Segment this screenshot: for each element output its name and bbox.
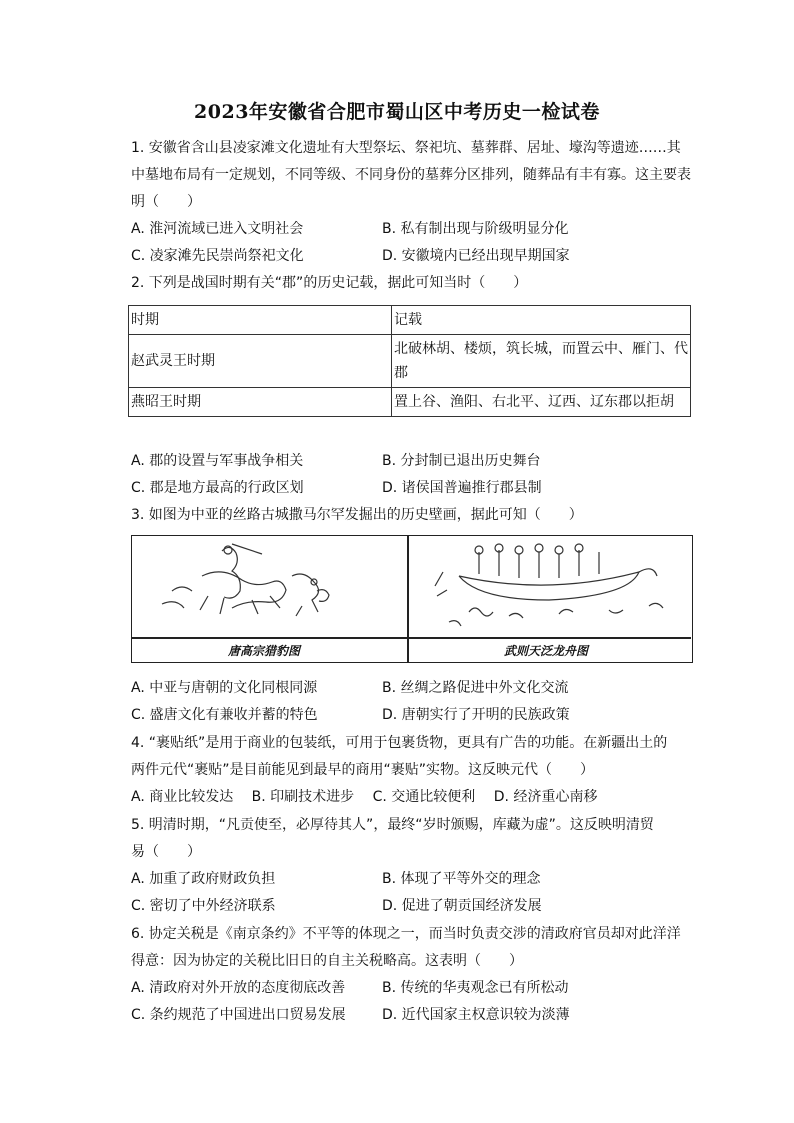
q5-option-c: C. 密切了中外经济联系: [131, 898, 276, 914]
q1-stem-line-3: 明（ ）: [131, 194, 201, 210]
table-cell: 赵武灵王时期: [129, 335, 392, 388]
q6-option-d: D. 近代国家主权意识较为淡薄: [382, 1007, 570, 1023]
table-header-cell: 记载: [392, 306, 691, 335]
q6-stem-line-2: 得意：因为协定的关税比旧日的自主关税略高。这表明（ ）: [131, 953, 523, 969]
q2-option-a: A. 郡的设置与军事战争相关: [131, 453, 304, 469]
q3-option-a: A. 中亚与唐朝的文化同根同源: [131, 680, 318, 696]
table-row: [129, 388, 691, 417]
table-cell: 置上谷、渔阳、右北平、辽西、辽东郡以拒胡: [392, 388, 691, 417]
q1-stem-line-2: 中墓地布局有一定规划，不同等级、不同身份的墓葬分区排列，随葬品有丰有寡。这主要表: [131, 167, 691, 183]
mural-caption-left: 唐高宗猎豹图: [228, 644, 301, 658]
q5-option-a: A. 加重了政府财政负担: [131, 871, 276, 887]
q6-option-b: B. 传统的华夷观念已有所松动: [382, 980, 569, 996]
q6-stem-line-1: 6. 协定关税是《南京条约》不平等的体现之一，而当时负责交涉的清政府官员却对此洋洋: [131, 926, 681, 942]
mural-figure: [131, 535, 693, 663]
q1-option-a: A. 淮河流域已进入文明社会: [131, 221, 304, 237]
q5-option-d: D. 促进了朝贡国经济发展: [382, 898, 542, 914]
page-title: 2023年安徽省合肥市蜀山区中考历史一检试卷: [194, 101, 600, 123]
table-header-cell: 时期: [129, 306, 392, 335]
table-header-row: [129, 306, 691, 335]
q1-option-c: C. 凌家滩先民崇尚祭祀文化: [131, 248, 304, 264]
q3-option-d: D. 唐朝实行了开明的民族政策: [382, 707, 570, 723]
table-row: [129, 335, 691, 388]
table-cell: 北破林胡、楼烦，筑长城，而置云中、雁门、代郡: [392, 335, 691, 388]
hunting-mural-illustration: [132, 536, 406, 636]
q4-options: A. 商业比较发达 B. 印刷技术进步 C. 交通比较便利 D. 经济重心南移: [131, 789, 598, 805]
q5-option-b: B. 体现了平等外交的理念: [382, 871, 541, 887]
q1-option-b: B. 私有制出现与阶级明显分化: [382, 221, 569, 237]
table-cell: 燕昭王时期: [129, 388, 392, 417]
q3-stem: 3. 如图为中亚的丝路古城撒马尔罕发掘出的历史壁画，据此可知（ ）: [131, 507, 583, 523]
q2-option-b: B. 分封制已退出历史舞台: [382, 453, 541, 469]
q1-option-d: D. 安徽境内已经出现早期国家: [382, 248, 570, 264]
dragon-boat-mural-illustration: [409, 536, 691, 636]
q2-option-c: C. 郡是地方最高的行政区划: [131, 480, 304, 496]
mural-caption-right: 武则天泛龙舟图: [504, 644, 589, 658]
q4-stem-line-1: 4. “裹贴纸”是用于商业的包装纸，可用于包裹货物，更具有广告的功能。在新疆出土的: [131, 735, 668, 751]
q6-option-c: C. 条约规范了中国进出口贸易发展: [131, 1007, 346, 1023]
q3-option-c: C. 盛唐文化有兼收并蓄的特色: [131, 707, 318, 723]
q2-table: [128, 305, 691, 417]
q1-stem-line-1: 1. 安徽省含山县凌家滩文化遗址有大型祭坛、祭祀坑、墓葬群、居址、壕沟等遗迹……其: [131, 140, 681, 156]
mural-caption-line: [132, 637, 691, 639]
q6-option-a: A. 清政府对外开放的态度彻底改善: [131, 980, 346, 996]
q3-option-b: B. 丝绸之路促进中外文化交流: [382, 680, 569, 696]
q5-stem-line-1: 5. 明清时期，“凡贡使至，必厚待其人”，最终“岁时颁赐，库藏为虚”。这反映明清贸: [131, 817, 654, 833]
q5-stem-line-2: 易（ ）: [131, 844, 201, 860]
q4-stem-line-2: 两件元代“裹贴”是目前能见到最早的商用“裹贴”实物。这反映元代（ ）: [131, 762, 595, 778]
q2-option-d: D. 诸侯国普遍推行郡县制: [382, 480, 542, 496]
q2-stem: 2. 下列是战国时期有关“郡”的历史记载，据此可知当时（ ）: [131, 275, 528, 291]
